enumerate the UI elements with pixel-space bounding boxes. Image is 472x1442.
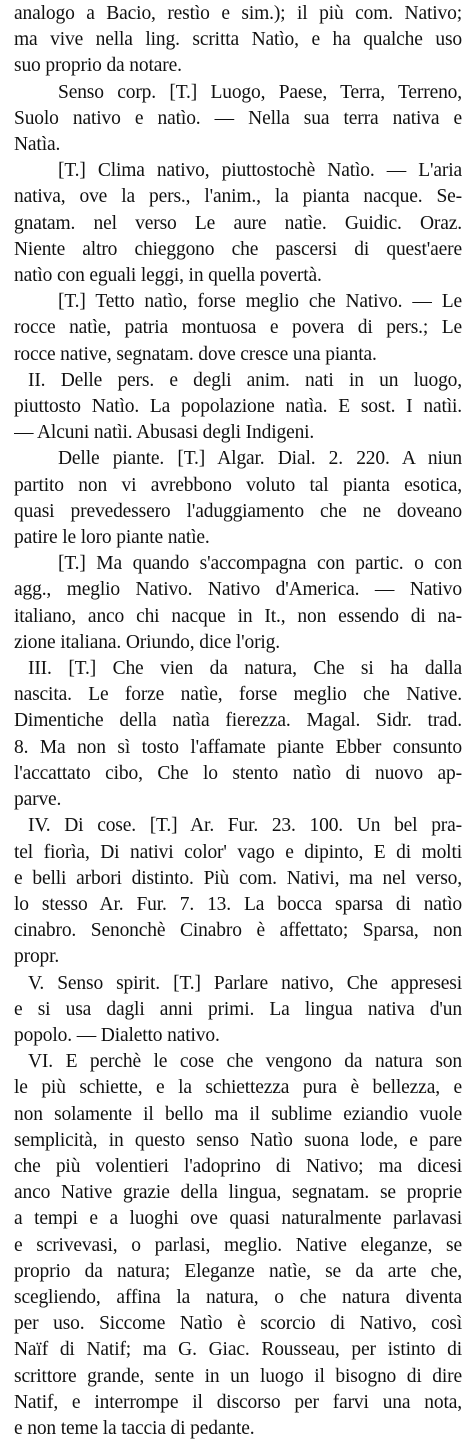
text-line: [T.] Clima nativo, piuttostochè Natìo. — L'aria [58,160,462,182]
text-line: V. Senso spirit. [T.] Parlare nativo, Che appresesi [28,972,462,994]
text-line: suo proprio da notare. [14,55,182,77]
text-line: e non teme la taccia di pedante. [14,1417,255,1439]
text-line: Suolo nativo e natìo. — Nella sua terra nativa e [14,107,462,129]
text-line: le più schiette, e la schiettezza pura è bellezza, e [14,1077,462,1099]
text-line: tel fiorìa, Di nativi color' vago e dipinto, E di molti [14,841,462,863]
text-line: [T.] Tetto natìo, forse meglio che Nativo. — Le [58,291,462,313]
text-line: cinabro. Senonchè Cinabro è affettato; Sparsa, non [14,920,462,942]
text-line: II. Delle pers. e degli anim. nati in un luogo, [28,369,462,391]
text-line: Natìa. [14,134,61,156]
text-line: agg., meglio Nativo. Nativo d'America. — Nativo [14,579,462,601]
text-line: Senso corp. [T.] Luogo, Paese, Terra, Terreno, [58,81,462,103]
text-line: [T.] Ma quando s'accompagna con partic. o con [58,553,462,575]
text-line: scegliendo, affina la natura, o che natura diventa [14,1286,462,1308]
text-line: semplicità, in questo senso Natìo suona lode, e pare [14,1129,462,1151]
text-line: Delle piante. [T.] Algar. Dial. 2. 220. A niun [58,448,462,470]
text-line: III. [T.] Che vien da natura, Che si ha dalla [28,658,462,680]
text-line: patire le loro piante natìe. [14,527,210,549]
text-line: parve. [14,789,62,811]
text-line: scrittore grande, sente in un luogo il bisogno di dire [14,1365,462,1387]
text-line: Dimentiche della natìa fierezza. Magal. Sidr. trad. [14,710,462,732]
text-line: gnatam. nel verso Le aure natìe. Guidic. Oraz. [14,212,462,234]
text-line: popolo. — Dialetto nativo. [14,1024,220,1046]
text-line: Naïf di Natif; ma G. Giac. Rousseau, per istinto di [14,1339,462,1361]
text-line: VI. E perchè le cose che vengono da natura son [28,1051,462,1073]
text-line: lo stesso Ar. Fur. 7. 13. La bocca sparsa di natìo [14,893,462,915]
text-line: partito non vi avrebbono voluto tal pianta esotica, [14,474,462,496]
text-line: 8. Ma non sì tosto l'affamate piante Ebber consunto [14,736,462,758]
text-line: proprio da natura; Eleganze natìe, se da arte che, [14,1260,462,1282]
text-line: zione italiana. Oriundo, dice l'orig. [14,631,281,653]
text-line: rocce natìe, patria montuosa e povera di pers.; Le [14,317,462,339]
text-line: che più volentieri l'adoprino di Nativo; ma dicesi [14,1155,462,1177]
text-line: a tempi e a luoghi ove quasi naturalmente parlavasi [14,1208,462,1230]
text-line: anco Native grazie della lingua, segnatam. se proprie [14,1182,462,1204]
text-line: nativa, ove la pers., l'anim., la pianta nacque. Se- [14,186,462,208]
text-line: l'accattato cibo, Che lo stento natìo di nuovo ap- [14,762,462,784]
text-line: italiano, anco chi nacque in It., non essendo di na- [14,605,462,627]
text-line: quasi prevedessero l'aduggiamento che ne doveano [14,500,462,522]
text-line: rocce native, segnatam. dove cresce una pianta. [14,343,377,365]
text-line: natìo con eguali leggi, in quella povertà. [14,265,322,287]
text-line: nascita. Le forze natìe, forse meglio che Native. [14,684,462,706]
text-line: per uso. Siccome Natìo è scorcio di Nativo, così [14,1313,462,1335]
entry-text-body [14,1,462,1442]
text-line: propr. [14,946,60,968]
text-line: e belli arbori distinto. Più com. Nativi, ma nel verso, [14,867,462,889]
text-line: e scrivevasi, o parlasi, meglio. Native eleganze, se [14,1234,462,1256]
text-line: — Alcuni natìi. Abusasi degli Indigeni. [14,422,315,444]
text-line: non solamente il bello ma il sublime eziandio vuole [14,1103,462,1125]
text-line: Niente altro chieggono che pascersi di quest'aere [14,238,462,260]
text-line: e si usa dagli anni primi. La lingua nativa d'un [14,998,462,1020]
text-line: analogo a Bacio, restìo e sim.); il più com. Nativo; [14,3,462,24]
text-line: ma vive nella ling. scritta Natìo, e ha qualche uso [14,29,462,51]
text-line: piuttosto Natìo. La popolazione natìa. E sost. I natìi. [14,396,462,418]
text-line: Natif, e interrompe il discorso per farvi una nota, [14,1391,462,1413]
text-line: IV. Di cose. [T.] Ar. Fur. 23. 100. Un bel pra- [28,815,462,837]
